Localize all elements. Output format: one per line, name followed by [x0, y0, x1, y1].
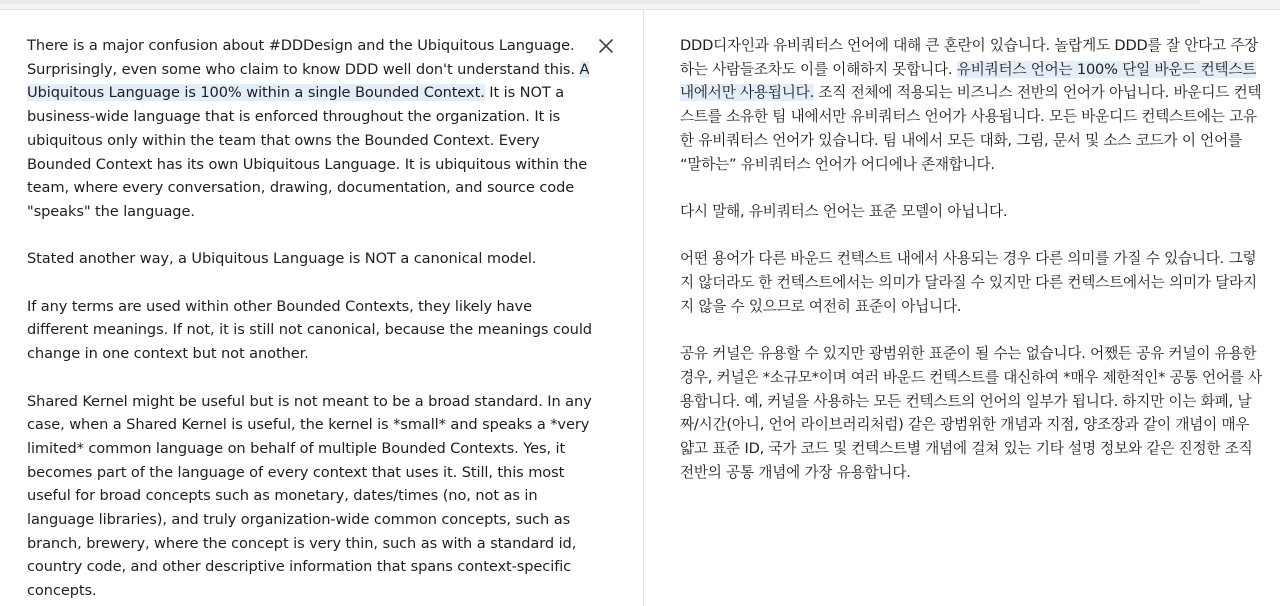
- clear-source-button[interactable]: [596, 36, 616, 56]
- source-paragraph-1: [27, 34, 595, 224]
- top-bar: [0, 0, 1280, 10]
- source-highlighted-sentence: A Ubiquitous Language is 100% within a single Bounded Context.: [27, 60, 590, 102]
- top-bar-tab-strip: [0, 0, 1200, 4]
- translation-paragraph-1: [680, 34, 1265, 176]
- source-paragraph-1-rest: It is NOT a business-wide language that is enforced throughout the organization. It is ubiquitous only within the team that owns the Bounded Context. Every Bounded Context has its own Ubiquitous Language. It is ubiquitous within the team, where every conversation, drawing, documentation, and source code "speaks" the language.: [27, 84, 588, 220]
- translation-text-pane[interactable]: [645, 10, 1280, 606]
- source-paragraph-4: Shared Kernel might be useful but is not meant to be a broad standard. In any case, when a Shared Kernel is useful, the kernel is *small* and speaks a *very limited* common language on behalf of multiple Bounded Contexts. Yes, it becomes part of the language of every context that uses it. Still, this most useful for broad concepts such as monetary, dates/times (no, not as in language libraries), and truly organization-wide common concepts, such as branch, brewery, where the concept is very thin, such as with a standard id, country code, and other descriptive information that spans context-specific concepts.: [27, 392, 592, 600]
- source-text-pane[interactable]: [0, 10, 644, 606]
- translation-highlighted-sentence: 유비쿼터스 언어는 100% 단일 바운드 컨텍스트 내에서만 사용됩니다.: [680, 60, 1257, 102]
- source-paragraph-3: If any terms are used within other Bounded Contexts, they likely have different meanings. If not, it is still not canonical, because the meanings could change in one context but not another.: [27, 297, 592, 363]
- translation-paragraph-4: 공유 커널은 유용할 수 있지만 광범위한 표준이 될 수는 없습니다. 어쨌든 공유 커널이 유용한 경우, 커널은 *소규모*이며 여러 바운드 컨텍스트를 대신하여 *매우 제한적인* 공통 언어를 사용합니다. 예, 커널을 사용하는 모든 컨텍스트의 언어의 일부가 됩니다. 하지만 이는 화폐, 날짜/시간(아니, 언어 라이브러리처럼) 같은 광범위한 개념과 지점, 양조장과 같이 개념이 매우 얇고 표준 ID, 국가 코드 및 컨텍스트별 개념에 걸쳐 있는 기타 설명 정보와 같은 진정한 조직 전반의 공통 개념에 가장 유용합니다.: [680, 345, 1262, 481]
- source-text[interactable]: [27, 34, 595, 606]
- translation-paragraph-2: 다시 말해, 유비쿼터스 언어는 표준 모델이 아닙니다.: [680, 202, 1008, 220]
- source-paragraph-1-lead: There is a major confusion about #DDDesign and the Ubiquitous Language. Surprisingly, even some who claim to know DDD well don't understand this.: [27, 37, 580, 78]
- translation-paragraph-3: 어떤 용어가 다른 바운드 컨텍스트 내에서 사용되는 경우 다른 의미를 가질 수 있습니다. 그렇지 않더라도 한 컨텍스트에서는 의미가 달라질 수 있지만 다른 컨텍스트에서는 의미가 달라지지 않을 수 있으므로 여전히 표준이 아닙니다.: [680, 250, 1257, 315]
- translation-text[interactable]: [680, 34, 1265, 508]
- translation-paragraph-1-lead: DDD디자인과 유비쿼터스 언어에 대해 큰 혼란이 있습니다. 놀랍게도 DDD를 잘 안다고 주장하는 사람들조차도 이를 이해하지 못합니다.: [680, 37, 1259, 78]
- source-paragraph-2: Stated another way, a Ubiquitous Language is NOT a canonical model.: [27, 250, 537, 268]
- translation-paragraph-1-rest: 조직 전체에 적용되는 비즈니스 전반의 언어가 아닙니다. 바운디드 컨텍스트를 소유한 팀 내에서만 유비쿼터스 언어가 사용됩니다. 모든 바운디드 컨텍스트에는 고유한 유비쿼터스 언어가 있습니다. 팀 내에서 모든 대화, 그림, 문서 및 소스 코드가 이 언어를 “말하는” 유비쿼터스 언어가 어디에나 존재합니다.: [680, 84, 1262, 173]
- close-icon: [596, 36, 616, 56]
